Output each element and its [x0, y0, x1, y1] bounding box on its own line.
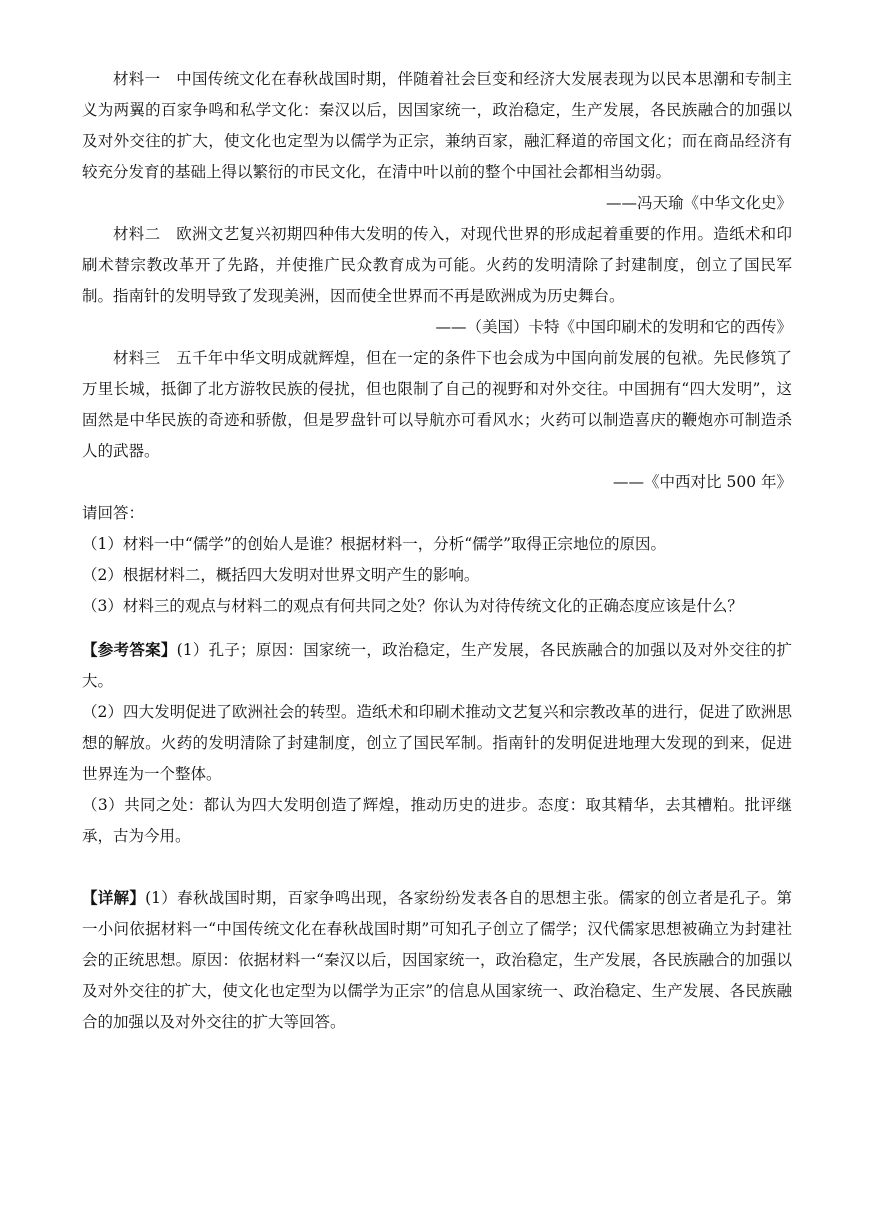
material-three	[82, 343, 792, 467]
material-one-text: 中国传统文化在春秋战国时期，伴随着社会巨变和经济大发展表现为以民本思潮和专制主义为两翼的百家争鸣和私学文化：秦汉以后，因国家统一，政治稳定，生产发展，各民族融合的加强以及对外交往的扩大，使文化也定型为以儒学为正宗，兼纳百家，融汇释道的帝国文化；而在商品经济有较充分发育的基础上得以繁衍的市民文化，在清中叶以前的整个中国社会都相当幼弱。	[82, 70, 792, 181]
material-one-label: 材料一	[113, 70, 161, 88]
spacer	[82, 622, 792, 634]
question-1: （1）材料一中“儒学”的创始人是谁？根据材料一，分析“儒学”取得正宗地位的原因。	[82, 535, 667, 553]
question-3: （3）材料三的观点与材料二的观点有何共同之处？你认为对待传统文化的正确态度应该是什么？	[82, 597, 743, 615]
document-page	[82, 64, 792, 1038]
reference-answer-2: （2）四大发明促进了欧洲社会的转型。造纸术和印刷术推动文艺复兴和宗教改革的进行，促进了欧洲思想的解放。火药的发明清除了封建制度，创立了国民军制。指南针的发明促进地理大发现的到来，促进世界连为一个整体。	[82, 703, 792, 783]
detail-explanation	[82, 882, 792, 1038]
material-three-label: 材料三	[113, 349, 161, 367]
material-one	[82, 64, 792, 188]
reference-answer-1-text: (1）孔子；原因：国家统一，政治稳定，生产发展，各民族融合的加强以及对外交往的扩大。	[82, 641, 792, 690]
material-three-source: ——《中西对比 500 年》	[613, 473, 792, 491]
question-2: （2）根据材料二，概括四大发明对世界文明产生的影响。	[82, 566, 480, 584]
material-two-label: 材料二	[113, 225, 161, 243]
reference-answer-tag: 【参考答案】	[82, 640, 177, 659]
material-one-source: ——冯天瑜《中华文化史》	[605, 194, 792, 212]
spacer	[82, 852, 792, 882]
reference-answer-1	[82, 634, 792, 697]
material-two	[82, 219, 792, 312]
material-three-text: 五千年中华文明成就辉煌，但在一定的条件下也会成为中国向前发展的包袱。先民修筑了万里长城，抵御了北方游牧民族的侵扰，但也限制了自己的视野和对外交往。中国拥有“四大发明”，这固然是中华民族的奇迹和骄傲，但是罗盘针可以导航亦可看风水；火药可以制造喜庆的鞭炮亦可制造杀人的武器。	[82, 349, 792, 460]
detail-tag: 【详解】	[82, 888, 146, 907]
detail-text: (1）春秋战国时期，百家争鸣出现，各家纷纷发表各自的思想主张。儒家的创立者是孔子。第一小问依据材料一“中国传统文化在春秋战国时期”可知孔子创立了儒学；汉代儒家思想被确立为封建社会的正统思想。原因：依据材料一“秦汉以后，因国家统一，政治稳定，生产发展，各民族融合的加强以及对外交往的扩大，使文化也定型为以儒学为正宗”的信息从国家统一、政治稳定、生产发展、各民族融合的加强以及对外交往的扩大等回答。	[82, 889, 792, 1031]
answer-prompt: 请回答：	[82, 504, 145, 522]
material-two-text: 欧洲文艺复兴初期四种伟大发明的传入，对现代世界的形成起着重要的作用。造纸术和印刷术替宗教改革开了先路，并使推广民众教育成为可能。火药的发明清除了封建制度，创立了国民军制。指南针的发明导致了发现美洲，因而使全世界而不再是欧洲成为历史舞台。	[82, 225, 792, 305]
material-two-source: ——（美国）卡特《中国印刷术的发明和它的西传》	[435, 318, 792, 336]
reference-answer-3: （3）共同之处：都认为四大发明创造了辉煌，推动历史的进步。态度：取其精华，去其槽粕。批评继承，古为今用。	[82, 796, 792, 845]
